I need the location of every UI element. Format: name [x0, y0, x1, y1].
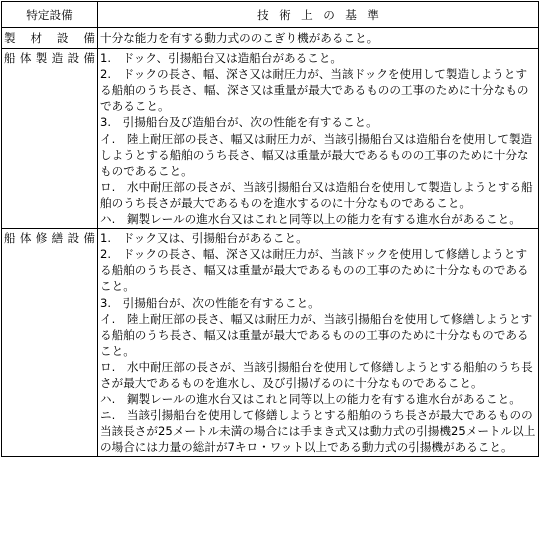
criteria-item: ニ. 当該引揚船台を使用して修繕しようとする船舶のうち長さが最大であるものの当該長さが25メートル未満の場合には手まき式又は動力式の引揚機25メートル以上の場合には力量の総計が7キロ・ワット以上である動力式の引揚機があること。: [100, 408, 536, 455]
criteria-cell: [98, 49, 539, 229]
criteria-cell: [98, 28, 539, 49]
criteria-item: 2. ドックの長さ、幅、深さ又は耐圧力が、当該ドックを使用して修繕しようとする船舶のうち長さ、幅又は重量が最大であるものの工事のために十分なものであること。: [100, 247, 529, 294]
table-row: [2, 28, 539, 49]
header-equipment: 特定設備: [2, 2, 98, 28]
criteria-item: ロ. 水中耐圧部の長さが、当該引揚船台を使用して修繕しようとする船舶のうち長さが最大であるものを進水し、及び引揚げるのに十分なものであること。: [100, 359, 533, 390]
equipment-standards-table: [1, 1, 539, 457]
criteria-item: 1. ドック又は、引揚船台があること。: [100, 231, 308, 246]
criteria-item: 2. ドックの長さ、幅、深さ又は耐圧力が、当該ドックを使用して製造しようとする船舶のうち長さ、幅、深さ又は重量が最大であるものの工事のために十分なものであること。: [100, 67, 529, 114]
equipment-name: 製材設備: [2, 28, 98, 49]
criteria-item: 十分な能力を有する動力式ののこぎり機があること。: [100, 31, 379, 45]
equipment-name: 船体製造設備: [2, 49, 98, 229]
header-technical-standards: 技術上の基準: [98, 2, 539, 28]
criteria-item: イ. 陸上耐圧部の長さ、幅又は耐圧力が、当該引揚船台を使用して修繕しようとする船舶のうち長さ、幅又は重量が最大であるものの工事のために十分なものであること。: [100, 311, 533, 358]
criteria-item: イ. 陸上耐圧部の長さ、幅又は耐圧力が、当該引揚船台又は造船台を使用して製造しようとする船舶のうち長さ、幅又は重量が最大であるものの工事のために十分なものであること。: [100, 131, 533, 178]
criteria-item: 3. 引揚船台及び造船台が、次の性能を有すること。: [100, 115, 378, 130]
criteria-cell: [98, 229, 539, 457]
table-header-row: [2, 2, 539, 28]
criteria-item: 1. ドック、引揚船台又は造船台があること。: [100, 51, 343, 66]
equipment-name: 船体修繕設備: [2, 229, 98, 457]
criteria-item: ロ. 水中耐圧部の長さが、当該引揚船台又は造船台を使用して製造しようとする船舶のうち長さが最大であるものを進水するのに十分なものであること。: [100, 179, 533, 210]
table-row: [2, 49, 539, 229]
criteria-item: ハ. 鋼製レールの進水台又はこれと同等以上の能力を有する進水台があること。: [100, 392, 521, 407]
criteria-item: ハ. 鋼製レールの進水台又はこれと同等以上の能力を有する進水台があること。: [100, 212, 521, 227]
criteria-item: 3. 引揚船台が、次の性能を有すること。: [100, 295, 320, 310]
table-row: [2, 229, 539, 457]
